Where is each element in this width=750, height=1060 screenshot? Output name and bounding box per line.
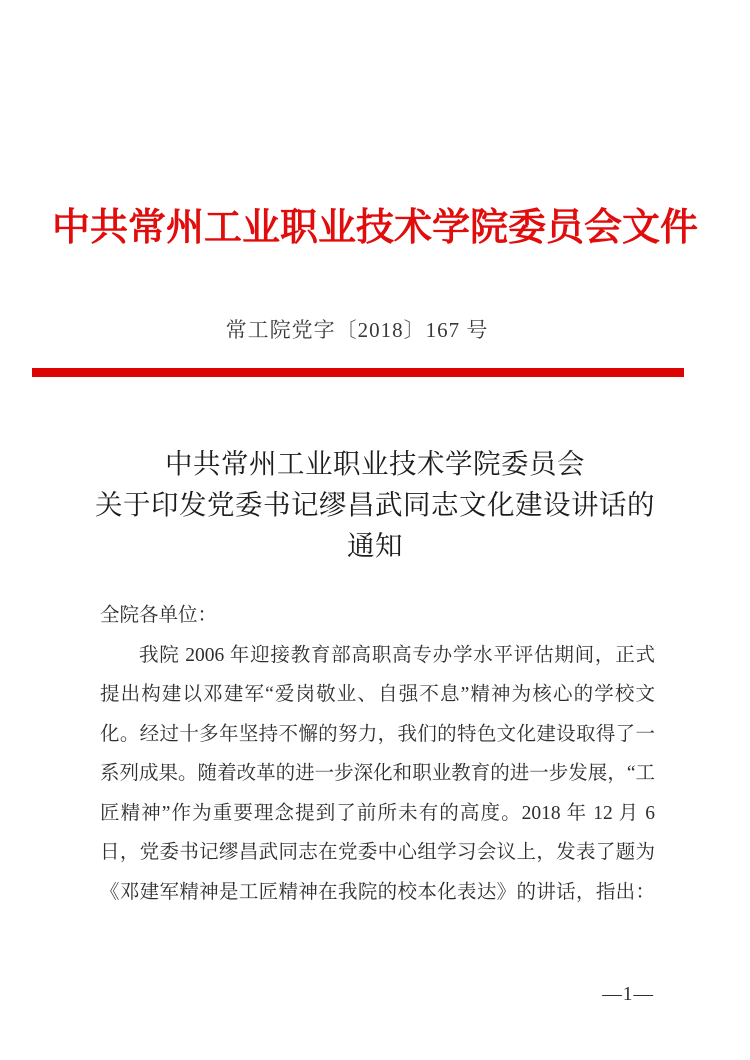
document-title (0, 443, 750, 566)
salutation-line: 全院各单位： (100, 605, 218, 626)
red-header-banner-title: 中共常州工业职业技术学院委员会文件 (51, 207, 698, 249)
doc-reference-number: 常工院党字〔2018〕167 号 (225, 318, 489, 342)
document-title-line-1: 中共常州工业职业技术学院委员会 (165, 448, 585, 479)
body-paragraph-line: 提出构建以邓建军“爱岗敬业、自强不息”精神为核心的学校文 (100, 684, 655, 705)
body-paragraph-line: 化。经过十多年坚持不懈的努力，我们的特色文化建设取得了一 (100, 723, 655, 745)
body-paragraph-line: 系列成果。随着改革的进一步深化和职业教育的进一步发展，“工 (100, 763, 655, 784)
red-separator-rule (32, 368, 684, 377)
body-paragraph-line: 日，党委书记缪昌武同志在党委中心组学习会议上，发表了题为 (100, 842, 655, 863)
body-paragraph-line: 我院 2006 年迎接教育部高职高专办学水平评估期间，正式 (139, 644, 655, 666)
document-title-line-2: 关于印发党委书记缪昌武同志文化建设讲话的 (95, 489, 655, 520)
body-paragraph-line: 《邓建军精神是工匠精神在我院的校本化表达》的讲话，指出： (100, 881, 655, 903)
document-title-line-3: 通知 (347, 530, 403, 561)
page-number: —1— (602, 984, 654, 1005)
document-body (100, 596, 655, 912)
body-paragraph-line: 匠精神”作为重要理念提到了前所未有的高度。2018 年 12 月 6 (100, 802, 655, 824)
